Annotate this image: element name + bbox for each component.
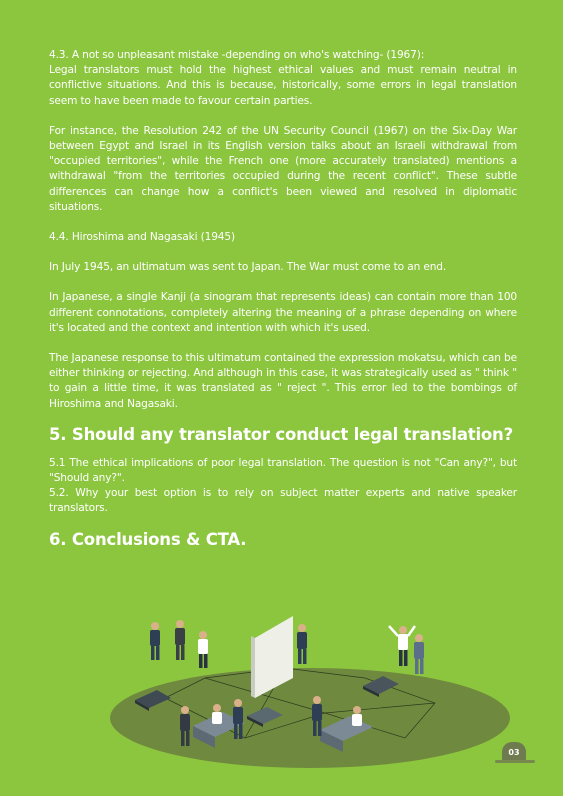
person-suit-1 bbox=[175, 620, 185, 660]
section-4-3-paragraph-1: Legal translators must hold the highest ethical values and must remain neutral in conflictive situations. And this is because, historically, some errors in legal translation seem to have been made to favour certain parties. bbox=[49, 64, 517, 107]
person-officer-1 bbox=[150, 622, 160, 660]
section-4-4-paragraph-3: The Japanese response to this ultimatum contained the expression mokatsu, which can be either thinking or rejecting. And although in this case, it was strategically used as " think " to gain a little time, it was translated as " reject ". This error led to the bombings of Hiroshima and Nagasaki. bbox=[49, 352, 517, 410]
page-number-badge: 03 bbox=[502, 742, 526, 762]
section-5-paragraph-2: 5.2. Why your best option is to rely on subject matter experts and native speaker translators. bbox=[49, 487, 517, 515]
person-seated-left bbox=[212, 704, 222, 724]
section-5-paragraph-1: 5.1 The ethical implications of poor legal translation. The question is not "Can any?", but "Should any?". bbox=[49, 456, 517, 485]
person-cheering bbox=[389, 626, 415, 666]
person-seated-right bbox=[352, 706, 362, 726]
section-6-heading: 6. Conclusions & CTA. bbox=[49, 529, 247, 549]
person-officer-2 bbox=[297, 624, 307, 664]
page-number-base bbox=[495, 760, 535, 763]
section-4-3-title: 4.3. A not so unpleasant mistake -depending on who's watching- (1967): bbox=[49, 49, 425, 61]
isometric-people-illustration bbox=[105, 608, 515, 768]
section-4-4-title: 4.4. Hiroshima and Nagasaki (1945) bbox=[49, 231, 235, 244]
section-5-heading: 5. Should any translator conduct legal translation? bbox=[49, 424, 513, 444]
person-shirt-1 bbox=[198, 631, 208, 668]
person-suit-2 bbox=[414, 634, 424, 674]
section-4-4-paragraph-2: In Japanese, a single Kanji (a sinogram that represents ideas) can contain more than 100 different connotations, completely altering the meaning of a phrase depending on where it's located and the context and intention with which it's used. bbox=[49, 291, 517, 334]
section-4-3-paragraph-2: For instance, the Resolution 242 of the UN Security Council (1967) on the Six-Day War between Egypt and Israel in its English version talks about an Israeli withdrawal from "occupied territories", while the French one (more accurately translated) mentions a withdrawal "from the territories occupied during the recent conflict". These subtle differences can change how a conflict's been viewed and resolved in diplomatic situations. bbox=[49, 124, 517, 213]
section-4-4-paragraph-1: In July 1945, an ultimatum was sent to Japan. The War must come to an end. bbox=[49, 261, 447, 274]
document-body bbox=[49, 48, 517, 551]
